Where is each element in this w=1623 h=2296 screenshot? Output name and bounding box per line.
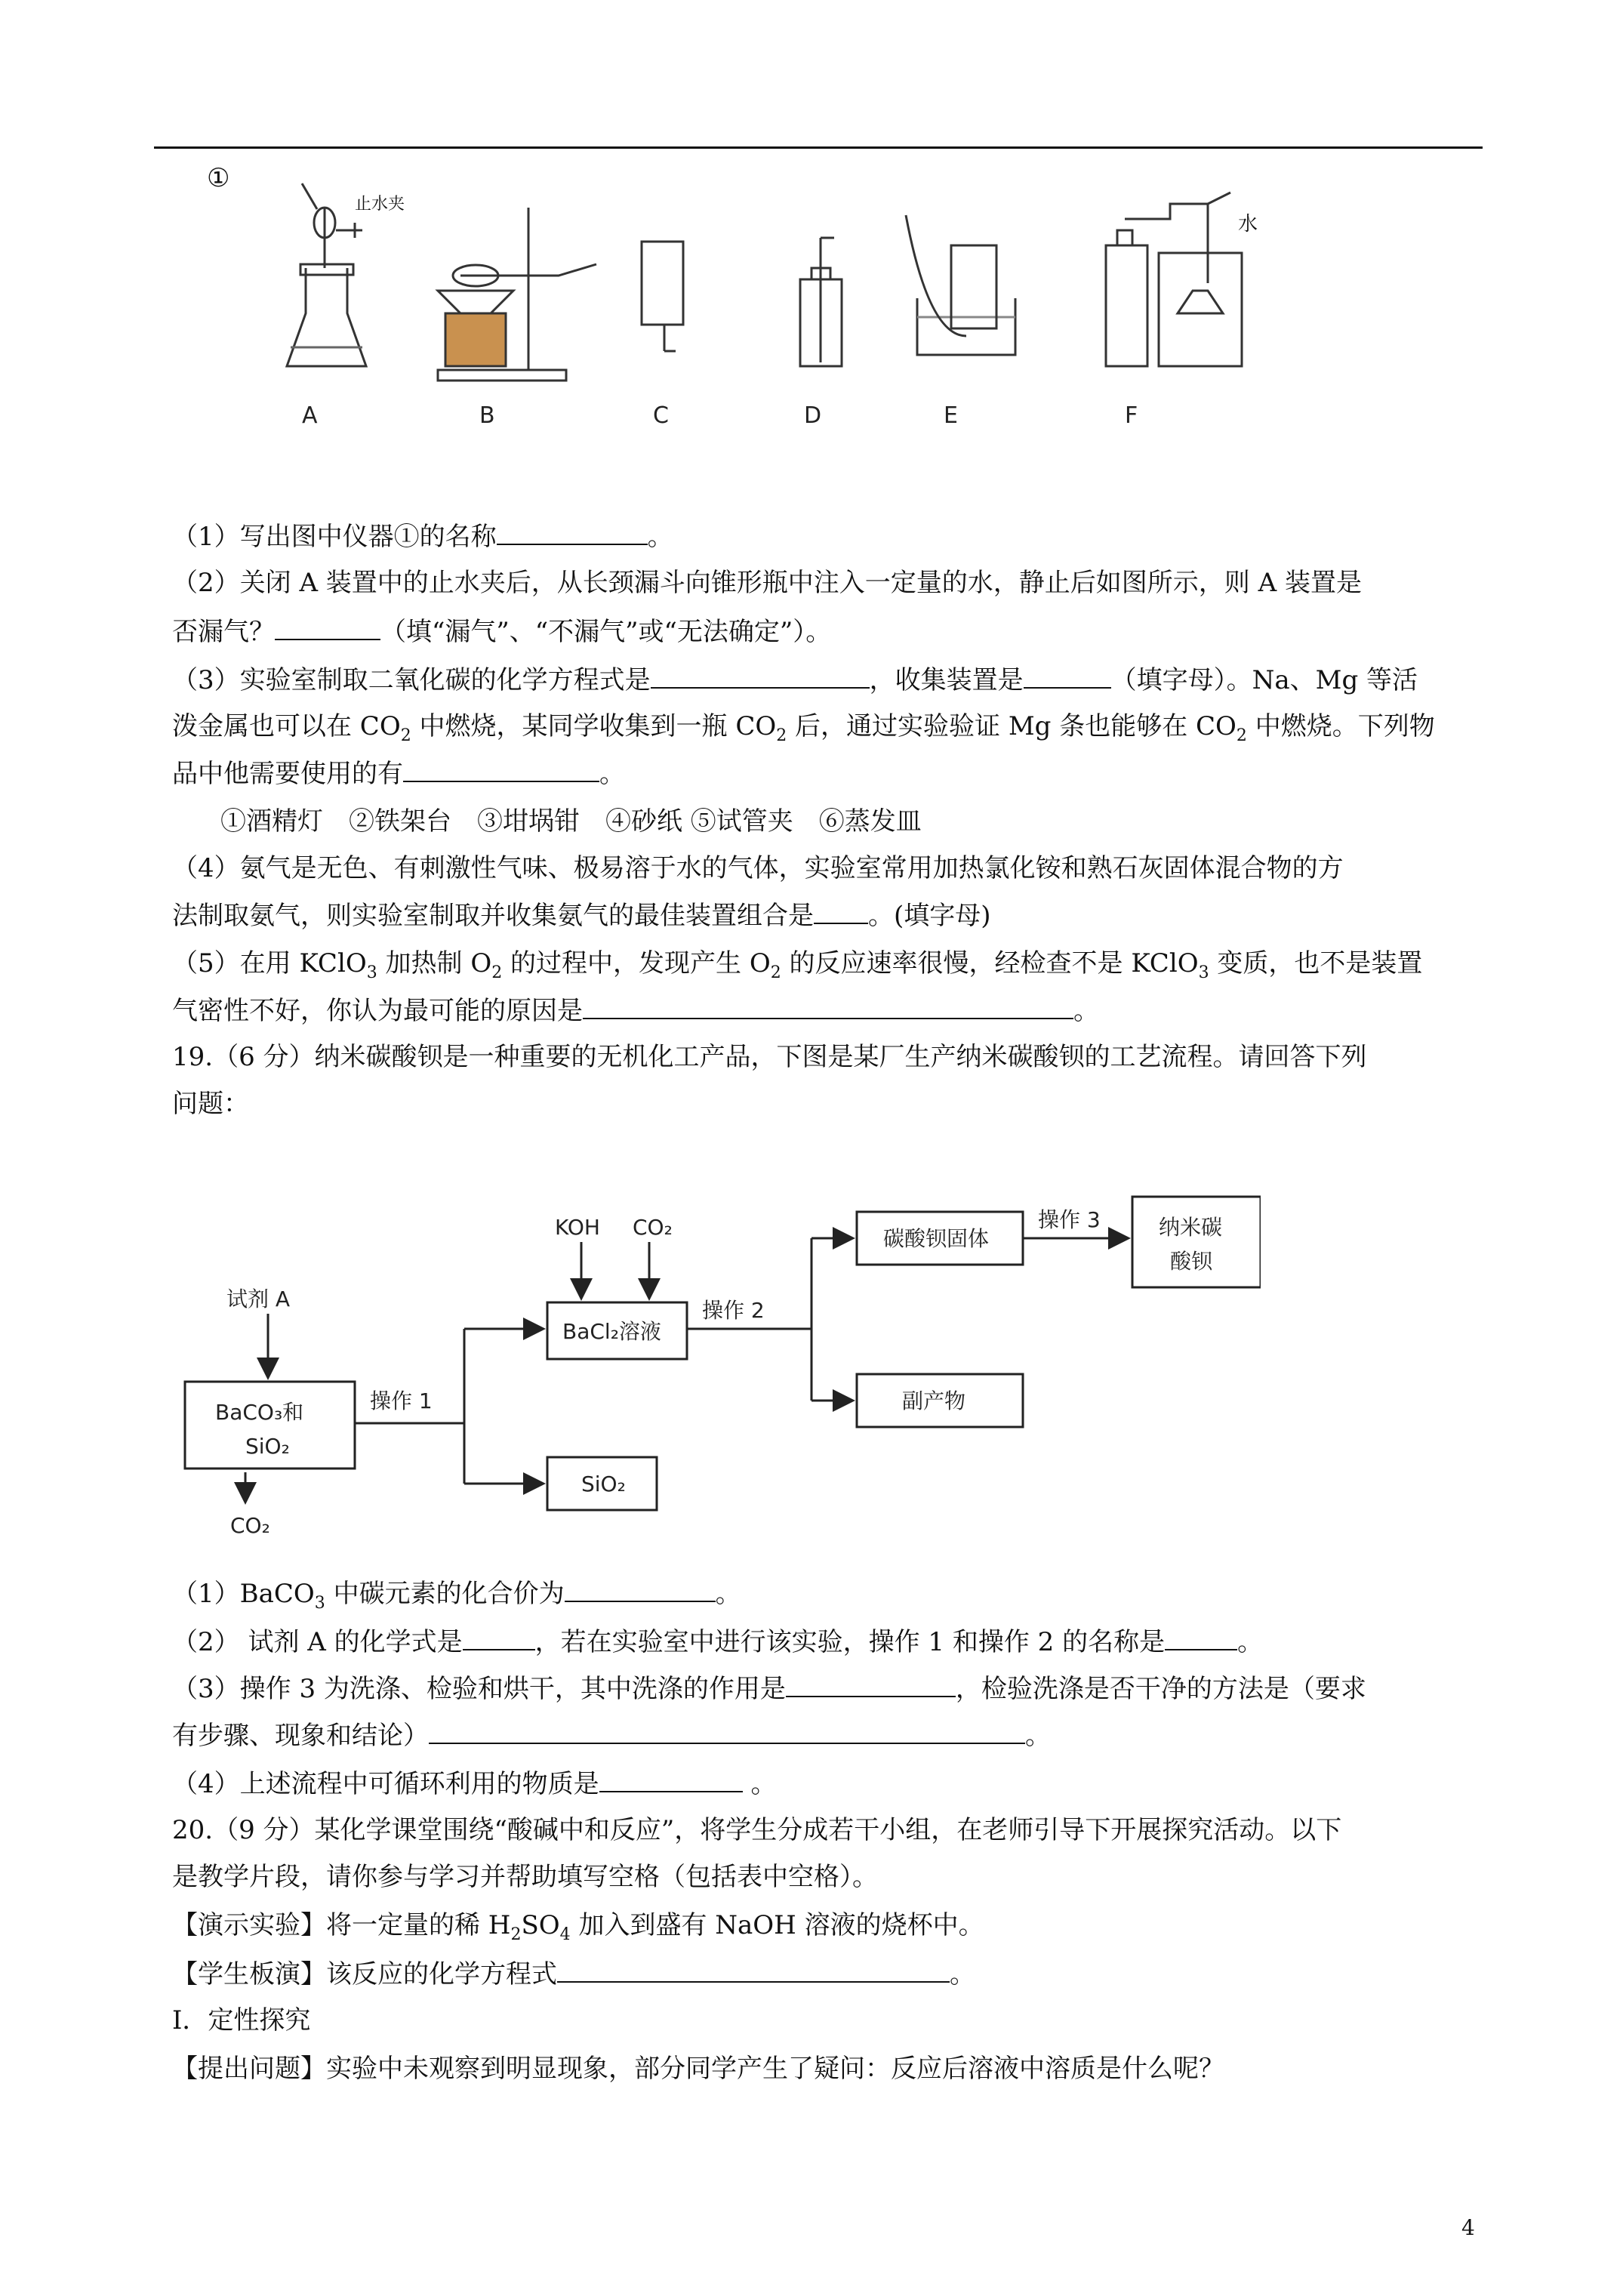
co2-in-label: CO₂ (633, 1215, 673, 1240)
water-label: 水 (1238, 213, 1258, 236)
q20-board: 【学生板演】该反应的化学方程式 。 (172, 1959, 975, 1989)
blank[interactable] (1024, 664, 1111, 689)
q18-items: ①酒精灯 ②铁架台 ③坩埚钳 ④砂纸 ⑤试管夹 ⑥蒸发皿 (220, 806, 922, 837)
q19-part3b: 有步骤、现象和结论） 。 (172, 1721, 1051, 1751)
label-a: A (302, 402, 318, 429)
op1-label: 操作 1 (370, 1388, 433, 1413)
box-nano-line2: 酸钡 (1170, 1249, 1213, 1274)
q20-demo: 【演示实验】将一定量的稀 $H_2SO_4$ 加入到盛有 NaOH 溶液的烧杯中。 (172, 1910, 984, 1944)
blank[interactable] (786, 1673, 956, 1697)
header-rule (154, 146, 1483, 149)
q19-title-a: 19.（6 分）纳米碳酸钡是一种重要的无机化工产品，下图是某厂生产纳米碳酸钡的工艺流程。请回答下列 (172, 1042, 1367, 1072)
q18-part3a: （3）实验室制取二氧化碳的化学方程式是 ，收集装置是 （填字母）。Na、Mg 等活 (172, 665, 1418, 695)
label-d: D (804, 402, 822, 429)
blank[interactable] (497, 521, 648, 545)
q18-part4a: （4）氨气是无色、有刺激性气味、极易溶于水的气体，实验室常用加热氯化铵和熟石灰固体混合物的方 (172, 853, 1344, 883)
apparatus-e (906, 215, 1015, 355)
blank[interactable] (565, 1578, 716, 1602)
clamp-label: 止水夹 (355, 195, 405, 214)
q19-part3a: （3）操作 3 为洗涤、检验和烘干，其中洗涤的作用是 ，检验洗涤是否干净的方法是（要求 (172, 1674, 1366, 1704)
q20-section: Ⅰ．定性探究 (172, 2005, 311, 2036)
box-sio2-text: SiO₂ (581, 1472, 626, 1496)
apparatus-figure (204, 162, 1261, 442)
blank[interactable] (1165, 1626, 1237, 1650)
co2-out-label: CO₂ (230, 1513, 270, 1538)
q19-part2: （2） 试剂 A 的化学式是 ，若在实验室中进行该实验，操作 1 和操作 2 的名称是 。 (172, 1627, 1264, 1657)
q19-part1: （1）BaCO$_3$ 中碳元素的化合价为 。 (172, 1579, 741, 1613)
box-start-line2: SiO₂ (245, 1434, 290, 1459)
box-nano (1132, 1197, 1261, 1287)
page-number: 4 (1461, 2215, 1475, 2240)
box-nano-line1: 纳米碳 (1159, 1215, 1223, 1240)
box-solid-text: 碳酸钡固体 (883, 1226, 990, 1251)
q19-title-b: 问题： (172, 1089, 249, 1119)
q18-part1: （1）写出图中仪器①的名称 。 (172, 522, 673, 552)
q18-part5a: （5）在用 KClO$_3$ 加热制 $O_2$ 的过程中，发现产生 $O_2$ 的反应速率很慢，经检查不是 KClO$_3$ 变质，也不是装置 (172, 948, 1423, 982)
blank[interactable] (557, 1959, 950, 1983)
apparatus-b (438, 208, 596, 381)
q20-title-a: 20.（9 分）某化学课堂围绕“酸碱中和反应”，将学生分成若干小组，在老师引导下开展探究活动。以下 (172, 1815, 1342, 1845)
op2-label: 操作 2 (702, 1298, 765, 1323)
op3-label: 操作 3 (1038, 1207, 1101, 1232)
q20-title-b: 是教学片段，请你参与学习并帮助填写空格（包括表中空格）。 (172, 1862, 878, 1892)
q18-part5b: 气密性不好，你认为最可能的原因是 。 (172, 996, 1099, 1026)
blank[interactable] (583, 995, 1073, 1019)
label-c: C (653, 402, 669, 429)
blank[interactable] (463, 1626, 535, 1650)
blank[interactable] (275, 616, 380, 640)
label-b: B (479, 402, 495, 429)
q20-question: 【提出问题】实验中未观察到明显现象，部分同学产生了疑问：反应后溶液中溶质是什么呢？ (172, 2054, 1224, 2084)
q18-part2b: 否漏气？ （填“漏气”、“不漏气”或“无法确定”）。 (172, 617, 832, 647)
box-byproduct-text: 副产物 (902, 1388, 966, 1413)
q19-part4: （4）上述流程中可循环利用的物质是 。 (172, 1769, 777, 1799)
q18-part2a: （2）关闭 A 装置中的止水夹后，从长颈漏斗向锥形瓶中注入一定量的水，静止后如图所示，则 A 装置是 (172, 568, 1362, 598)
q18-part3b: 泼金属也可以在 $CO_2$ 中燃烧，某同学收集到一瓶 $CO_2$ 后，通过实验验证 Mg 条也能够在 $CO_2$ 中燃烧。下列物 (172, 711, 1435, 745)
blank[interactable] (814, 900, 868, 924)
blank[interactable] (651, 664, 870, 689)
q18-part4b: 法制取氨气，则实验室制取并收集氨气的最佳装置组合是 。(填字母) (172, 901, 991, 931)
apparatus-c (642, 242, 683, 351)
label-f: F (1125, 402, 1138, 429)
box-start-line1: BaCO₃和 (215, 1400, 304, 1425)
q18-part3c: 品中他需要使用的有 。 (172, 759, 625, 789)
blank[interactable] (599, 1768, 743, 1792)
apparatus-d (800, 238, 842, 366)
marker-1: ① (207, 163, 230, 193)
blank[interactable] (403, 758, 599, 782)
koh-label: KOH (555, 1215, 600, 1240)
apparatus-f (1106, 193, 1242, 366)
process-flow-diagram (174, 1166, 1261, 1552)
reagent-a-label: 试剂 A (226, 1287, 291, 1311)
label-e: E (944, 402, 958, 429)
box-bacl2-text: BaCl₂溶液 (562, 1319, 661, 1344)
blank[interactable] (429, 1720, 1025, 1744)
